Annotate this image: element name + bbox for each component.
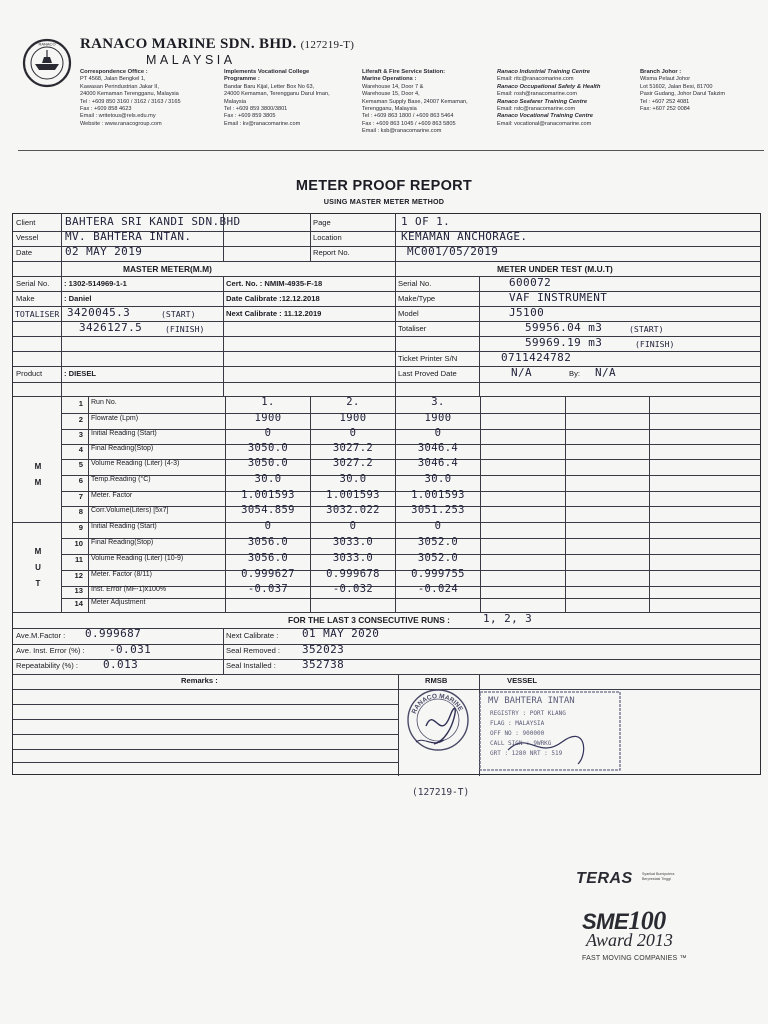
vessel-stamp-line: FLAG : MALAYSIA: [490, 720, 545, 727]
run-value-cell: 1.: [261, 396, 275, 408]
mut-model-label: Model: [398, 309, 419, 318]
ave-err-value: -0.031: [109, 643, 152, 656]
grid-line: [395, 214, 396, 396]
addr-line: Pasir Gudang, Johor Darul Takzim: [640, 91, 726, 98]
addr-line: Warehouse 14, Door 7 &: [362, 83, 424, 90]
mm-cert-no: Cert. No. : NMIM-4935-F-18: [226, 279, 323, 288]
grid-line: [13, 366, 760, 367]
teras-subtext: [642, 872, 674, 881]
run-value-cell: 0: [264, 427, 272, 439]
vessel-value: MV. BAHTERA INTAN.: [65, 230, 192, 243]
vessel-stamp-line: GRT : 1280 NRT : 519: [490, 750, 563, 757]
run-value-cell: 3032.022: [326, 504, 380, 516]
seal-installed-value: 352738: [302, 658, 345, 671]
grid-line: [479, 276, 480, 396]
addr-line: Email: rosh@ranacomarine.com: [497, 91, 577, 98]
addr-heading: Ranaco Industrial Training Centre: [497, 69, 590, 75]
run-value-cell: 30.0: [254, 473, 282, 485]
run-row-label: Run No.: [91, 399, 117, 406]
run-value-cell: 0.999755: [411, 568, 465, 580]
grid-line: [13, 734, 398, 735]
mut-side-letter: T: [35, 579, 41, 588]
addr-line: Lot 51602, Jalan Besi, 81700: [640, 83, 713, 90]
mut-totaliser-label: Totaliser: [398, 324, 427, 333]
teras-subline: Berprestasi Tinggi: [642, 876, 671, 881]
mm-make-value: : Daniel: [64, 294, 92, 303]
address-col-johor: [640, 69, 725, 113]
product-value: : DIESEL: [64, 369, 97, 378]
grid-line: [13, 291, 760, 292]
run-value-cell: 3052.0: [417, 536, 459, 548]
mut-make-value: VAF INSTRUMENT: [509, 291, 608, 304]
mm-date-calibrate: Date Calibrate :12.12.2018: [226, 294, 320, 303]
mm-totaliser-finish-tag: (FINISH): [165, 324, 205, 334]
grid-line: [61, 214, 62, 396]
run-row-label: Final Reading(Stop): [91, 539, 154, 546]
run-value-cell: 3046.4: [417, 442, 459, 454]
grid-line: [395, 396, 396, 612]
date-value: 02 MAY 2019: [65, 245, 143, 258]
grid-line: [13, 719, 398, 720]
vessel-stamp-line: REGISTRY : PORT KLANG: [490, 710, 566, 717]
run-row-label: Meter. Factor (8/11): [91, 571, 152, 578]
address-col-training: [497, 69, 600, 128]
mut-totaliser-start: 59956.04 m3: [525, 321, 603, 334]
addr-line: Email : ksb@ranacomarine.com: [362, 128, 442, 135]
grid-line: [13, 612, 760, 613]
mut-totaliser-finish-tag: (FINISH): [635, 339, 675, 349]
addr-line: Email : writetous@rels.edu.my: [80, 113, 156, 120]
addr-heading: Correspondence Office :: [80, 69, 148, 75]
run-value-cell: 0: [434, 427, 442, 439]
mm-make-label: Make: [16, 294, 35, 303]
sme-text: SME: [582, 909, 629, 934]
run-value-cell: 3027.2: [332, 457, 374, 469]
run-row-number: 11: [74, 555, 83, 564]
run-value-cell: 3033.0: [332, 536, 374, 548]
run-row-number: 3: [78, 430, 83, 439]
teras-logo: TERAS: [576, 870, 633, 887]
run-row-number: 1: [78, 399, 83, 408]
mut-totaliser-start-tag: (START): [629, 324, 664, 334]
run-value-cell: 0: [264, 520, 272, 532]
mut-side-letter: U: [35, 563, 41, 572]
grid-line: [13, 382, 760, 383]
run-value-cell: -0.037: [247, 583, 289, 595]
run-row-label: Flowrate (Lpm): [91, 415, 139, 422]
run-row-number: 14: [74, 599, 83, 608]
grid-line: [13, 261, 760, 262]
run-value-cell: 1.001593: [411, 489, 465, 501]
mm-totaliser-label: TOTALISER: [15, 309, 60, 319]
grid-line: [13, 674, 760, 675]
addr-line: Terengganu, Malaysia: [362, 106, 417, 113]
addr-line: Kawasan Perindustrian Jakar II,: [80, 83, 159, 90]
addr-line: Malaysia: [224, 98, 247, 105]
ranaco-logo: [22, 38, 72, 88]
grid-line: [88, 396, 89, 612]
run-row-number: 9: [78, 523, 83, 532]
run-value-cell: 30.0: [424, 473, 452, 485]
run-value-cell: 0.999627: [241, 568, 295, 580]
grid-line: [13, 704, 398, 705]
master-meter-heading: MASTER METER(M.M): [123, 264, 212, 274]
mut-heading: METER UNDER TEST (M.U.T): [497, 264, 613, 274]
mm-totaliser-start: 3420045.3: [67, 306, 131, 319]
addr-line: Website : www.ranacogroup.com: [80, 120, 162, 127]
grid-line: [310, 214, 311, 261]
run-row-number: 12: [74, 571, 83, 580]
addr-line: Ranaco Seafarer Training Centre: [497, 98, 588, 105]
seal-removed-value: 352023: [302, 643, 345, 656]
run-value-cell: 3033.0: [332, 552, 374, 564]
report-title: METER PROOF REPORT: [295, 178, 473, 194]
company-country: MALAYSIA: [146, 53, 236, 67]
run-value-cell: 1.001593: [241, 489, 295, 501]
report-subtitle: USING MASTER METER METHOD: [323, 197, 445, 206]
grid-line: [13, 762, 398, 763]
addr-line: Programme :: [224, 76, 260, 83]
run-value-cell: 3052.0: [417, 552, 459, 564]
mut-serial-label: Serial No.: [398, 279, 432, 288]
grid-line: [225, 396, 226, 612]
mut-side-letter: M: [34, 547, 42, 556]
run-value-cell: 1900: [254, 412, 282, 424]
run-value-cell: 1900: [339, 412, 367, 424]
run-row-number: 6: [78, 476, 83, 485]
grid-line: [565, 396, 566, 612]
grid-line: [61, 598, 760, 599]
mm-serial-label: Serial No.: [16, 279, 50, 288]
run-row-label: Initial Reading (Start): [91, 523, 157, 530]
addr-line: Fax : +609 858 4623: [80, 106, 132, 113]
vessel-stamp-line: CALL SIGN : 9WRKG: [490, 740, 552, 747]
rmsb-stamp-text: RANACO MARINE: [410, 692, 464, 715]
ave-mf-value: 0.999687: [85, 627, 142, 640]
last-proved-value: N/A: [511, 366, 533, 379]
last-runs-value: 1, 2, 3: [483, 612, 533, 625]
addr-line: Wisma Pelaut Johor: [640, 76, 691, 83]
run-value-cell: -0.024: [417, 583, 459, 595]
vessel-stamp: [478, 690, 622, 772]
page-value: 1 OF 1.: [401, 215, 451, 228]
vessel-sign-label: VESSEL: [507, 676, 537, 685]
addr-line: Tel : +607 252 4081: [640, 98, 690, 105]
teras-subline: Syarikat Bumiputera: [642, 872, 675, 876]
run-row-label: Volume Reading (Liter) (4-3): [91, 460, 180, 467]
mm-next-calibrate: Next Calibrate : 11.12.2019: [226, 309, 322, 318]
grid-line: [310, 396, 311, 612]
ticket-printer-label: Ticket Printer S/N: [398, 354, 458, 363]
addr-line: Marine Operations :: [362, 76, 417, 83]
run-value-cell: 3.: [431, 396, 445, 408]
addr-line: Warehouse 15, Door 4,: [362, 91, 420, 98]
run-value-cell: 0: [349, 427, 357, 439]
addr-line: Ranaco Vocational Training Centre: [497, 113, 593, 120]
company-name-text: RANACO MARINE SDN. BHD.: [80, 36, 297, 52]
addr-line: Kemaman Supply Base, 24007 Kemaman,: [362, 98, 468, 105]
seal-removed-label: Seal Removed :: [226, 646, 281, 655]
last-runs-label: FOR THE LAST 3 CONSECUTIVE RUNS :: [288, 615, 450, 625]
grid-line: [13, 749, 398, 750]
run-value-cell: 2.: [346, 396, 360, 408]
addr-line: Fax: +607 252 0084: [640, 106, 690, 113]
mm-side-letter: M: [34, 462, 42, 471]
location-value: KEMAMAN ANCHORAGE.: [401, 230, 528, 243]
vessel-stamp-line: OFF NO : 900000: [490, 730, 545, 737]
addr-line: Tel : +609 859 3800/3801: [224, 106, 288, 113]
header-divider: [18, 150, 764, 151]
mut-serial-value: 600072: [509, 276, 552, 289]
addr-line: 24000 Kemaman, Terengganu Darul Iman,: [224, 91, 330, 98]
addr-line: Fax : +609 859 3805: [224, 113, 276, 120]
run-value-cell: 30.0: [339, 473, 367, 485]
run-value-cell: 3056.0: [247, 552, 289, 564]
grid-line: [480, 396, 481, 612]
run-row-number: 7: [78, 492, 83, 501]
svg-text:RANACO: RANACO: [38, 41, 56, 47]
vessel-label: Vessel: [16, 233, 39, 242]
company-reg-no: (127219-T): [300, 39, 355, 51]
addr-line: Fax : +609 863 1045 / +609 863 5805: [362, 120, 456, 127]
fast-moving-text: FAST MOVING COMPANIES ™: [582, 955, 687, 962]
proved-by-value: N/A: [595, 366, 617, 379]
last-proved-label: Last Proved Date: [398, 369, 457, 378]
address-col-liferaft: [362, 69, 468, 136]
address-col-vocational: [224, 69, 330, 128]
run-row-number: 5: [78, 460, 83, 469]
run-row-label: Volume Reading (Liter) (10-9): [91, 555, 184, 562]
client-value: BAHTERA SRI KANDI SDN.BHD: [65, 215, 241, 228]
run-row-number: 2: [78, 415, 83, 424]
run-row-label: Temp.Reading (°C): [91, 476, 151, 483]
run-value-cell: 3027.2: [332, 442, 374, 454]
run-row-number: 13: [74, 586, 83, 595]
grid-line: [649, 396, 650, 612]
client-label: Client: [16, 218, 36, 227]
grid-line: [13, 689, 760, 690]
addr-heading: Implements Vocational College: [224, 69, 310, 75]
addr-line: Email: ritc@ranacomarine.com: [497, 76, 574, 83]
mm-totaliser-start-tag: (START): [161, 309, 196, 319]
run-value-cell: 3051.253: [411, 504, 465, 516]
addr-line: Email: rstc@ranacomarine.com: [497, 106, 576, 113]
grid-line: [223, 276, 224, 396]
addr-heading: Branch Johor :: [640, 69, 682, 75]
proof-form: [12, 213, 761, 775]
mm-totaliser-finish: 3426127.5: [79, 321, 143, 334]
rmsb-label: RMSB: [425, 676, 448, 685]
run-value-cell: 1.001593: [326, 489, 380, 501]
run-row-label: Inst. Error (MF-1)x100%: [91, 586, 167, 593]
run-value-cell: 0: [349, 520, 357, 532]
run-value-cell: 3050.0: [247, 442, 289, 454]
vessel-stamp-line: MV BAHTERA INTAN: [488, 696, 575, 706]
proved-by-label: By:: [569, 369, 580, 378]
run-value-cell: 3056.0: [247, 536, 289, 548]
run-row-label: Final Reading(Stop): [91, 445, 154, 452]
run-row-label: Meter Adjustment: [91, 599, 146, 606]
ave-mf-label: Ave.M.Factor :: [16, 631, 66, 640]
mm-serial-value: : 1302-514969-1-1: [64, 279, 127, 288]
seal-installed-label: Seal Installed :: [226, 661, 276, 670]
location-label: Location: [313, 233, 342, 242]
run-value-cell: 3046.4: [417, 457, 459, 469]
run-value-cell: 3050.0: [247, 457, 289, 469]
addr-line: Tel : +609 863 1800 / +609 863 5464: [362, 113, 454, 120]
addr-line: PT 4568, Jalan Bengkel 1,: [80, 76, 146, 83]
rmsb-stamp: [404, 686, 472, 756]
remarks-label: Remarks :: [181, 676, 218, 685]
mut-model-value: J5100: [509, 306, 545, 319]
run-value-cell: 0: [434, 520, 442, 532]
page-label: Page: [313, 218, 331, 227]
mut-make-label: Make/Type: [398, 294, 436, 303]
company-name: [80, 36, 354, 53]
addr-heading: Liferaft & Fire Service Station:: [362, 69, 446, 75]
run-row-label: Meter. Factor: [91, 492, 133, 499]
grid-line: [398, 674, 399, 776]
addr-line: Ranaco Occupational Safety & Health: [497, 83, 601, 90]
addr-line: Email : kv@ranacomarine.com: [224, 120, 301, 127]
repeatability-label: Repeatability (%) :: [16, 661, 79, 670]
grid-line: [61, 396, 62, 612]
mut-totaliser-finish: 59969.19 m3: [525, 336, 603, 349]
report-no-label: Report No.: [313, 248, 350, 257]
grid-line: [13, 276, 760, 277]
run-value-cell: -0.032: [332, 583, 374, 595]
run-value-cell: 0.999678: [326, 568, 380, 580]
run-value-cell: 1900: [424, 412, 452, 424]
grid-line: [223, 628, 224, 674]
mm-side-letter: M: [34, 478, 42, 487]
run-row-number: 4: [78, 445, 83, 454]
addr-line: Bandar Baru Kijal, Letter Box No 63,: [224, 83, 315, 90]
ave-err-label: Ave. Inst. Error (%) :: [16, 646, 85, 655]
run-row-label: Corr.Volume(Liters) [5x7]: [91, 507, 169, 514]
grid-line: [13, 336, 760, 337]
next-cal-label: Next Calibrate :: [226, 631, 279, 640]
award-text: Award 2013: [586, 930, 673, 950]
addr-line: Tel : +609 850 3160 / 3162 / 3163 / 3165: [80, 98, 181, 105]
report-no-value: MC001/05/2019: [407, 245, 499, 258]
date-label: Date: [16, 248, 33, 257]
reg-number-note: (127219-T): [412, 787, 470, 798]
run-row-label: Initial Reading (Start): [91, 430, 157, 437]
addr-line: 24000 Kemaman Terengganu, Malaysia: [80, 91, 179, 98]
next-cal-value: 01 MAY 2020: [302, 627, 380, 640]
ticket-printer-value: 0711424782: [501, 351, 572, 364]
sme-number: 100: [628, 906, 666, 935]
run-row-number: 10: [74, 539, 83, 548]
repeatability-value: 0.013: [103, 658, 139, 671]
grid-line: [13, 351, 760, 352]
product-label: Product: [16, 369, 43, 378]
run-value-cell: 3054.859: [241, 504, 295, 516]
addr-line: Email: vocational@ranacomarine.com: [497, 120, 592, 127]
run-row-number: 8: [78, 507, 83, 516]
address-col-correspondence: [80, 69, 181, 128]
